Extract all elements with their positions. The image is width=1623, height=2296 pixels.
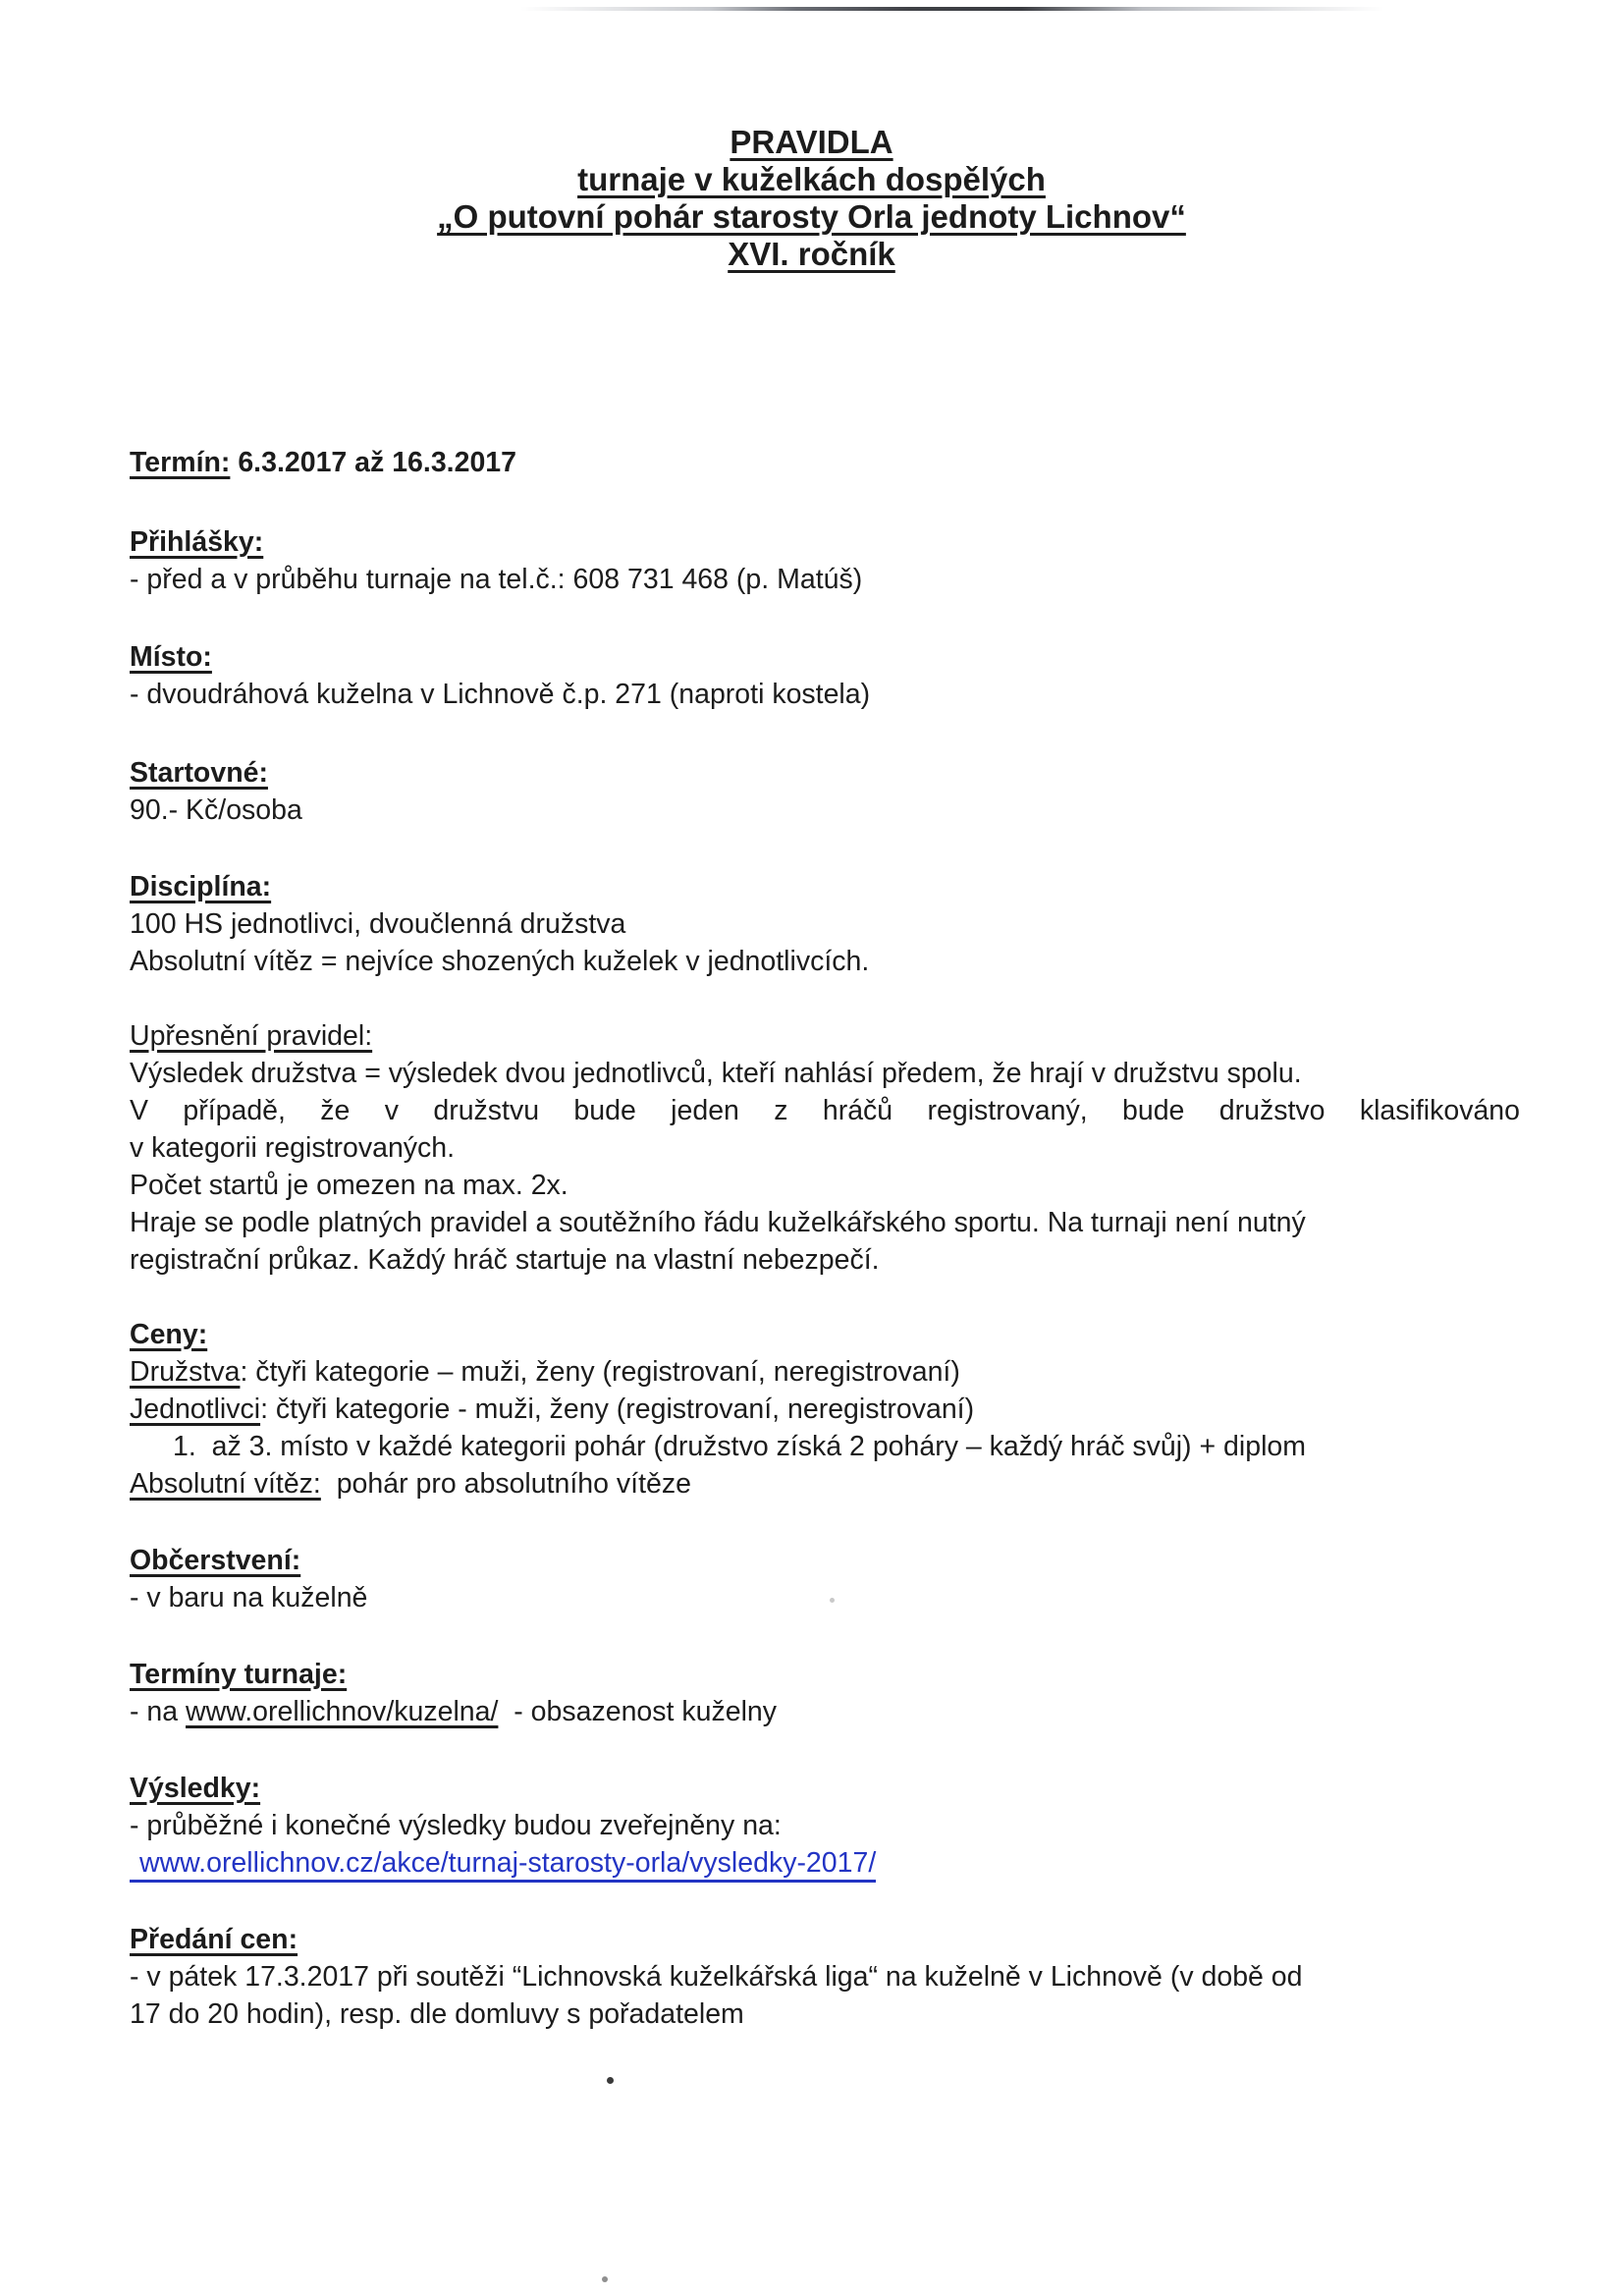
upresneni-heading: Upřesnění pravidel: (130, 1020, 373, 1052)
misto-line: - dvoudráhová kuželna v Lichnově č.p. 271 (naproti kostela) (130, 679, 871, 710)
ceny-absolutni-label: Absolutní vítěz: (130, 1468, 321, 1500)
ceny-absolutni-text: pohár pro absolutního vítěze (320, 1468, 691, 1500)
scan-artifact-top-line (520, 7, 1384, 11)
obcerstveni-line: - v baru na kuželně (130, 1582, 368, 1613)
disciplina-line2: Absolutní vítěz = nejvíce shozených kuželek v jednotlivcích. (130, 946, 870, 977)
startovne-heading: Startovné: (130, 757, 268, 789)
section-prihlasky (130, 523, 1520, 598)
section-ceny (130, 1316, 1520, 1503)
ceny-druzstva-text: : čtyři kategorie – muži, ženy (registrovaní, neregistrovaní) (240, 1356, 960, 1388)
kuzelna-occupancy-link[interactable]: www.orellichnov/kuzelna/ (186, 1696, 499, 1727)
termin-label: Termín: (130, 447, 231, 478)
section-predani-cen (130, 1921, 1520, 2033)
upresneni-para4-line2: registrační průkaz. Každý hráč startuje na vlastní nebezpečí. (130, 1244, 880, 1276)
results-url-link[interactable]: www.orellichnov.cz/akce/turnaj-starosty-orla/vysledky-2017/ (130, 1846, 876, 1883)
startovne-line: 90.- Kč/osoba (130, 794, 302, 826)
section-terminy-turnaje (130, 1656, 1520, 1730)
ceny-jednotlivci-label: Jednotlivci (130, 1394, 261, 1425)
document-title (0, 124, 1623, 273)
section-disciplina (130, 868, 1520, 980)
upresneni-para2-line2: v kategorii registrovaných. (130, 1132, 456, 1164)
disciplina-line1: 100 HS jednotlivci, dvoučlenná družstva (130, 908, 626, 940)
ceny-jednotlivci-text: : čtyři kategorie - muži, ženy (registrovaní, neregistrovaní) (260, 1394, 975, 1425)
terminy-suffix: - obsazenost kuželny (498, 1696, 778, 1727)
title-line-pohar: „O putovní pohár starosty Orla jednoty Lichnov“ (437, 198, 1186, 235)
obcerstveni-heading: Občerstvení: (130, 1545, 301, 1576)
title-line-turnaje: turnaje v kuželkách dospělých (577, 161, 1046, 197)
terminy-heading: Termíny turnaje: (130, 1659, 348, 1690)
upresneni-para3: Počet startů je omezen na max. 2x. (130, 1170, 568, 1201)
section-vysledky (130, 1770, 1520, 1883)
ceny-poradi-line: 1. až 3. místo v každé kategorii pohár (družstvo získá 2 poháry – každý hráč svůj) + diplom (173, 1431, 1306, 1462)
section-obcerstveni (130, 1542, 1520, 1616)
predani-heading: Předání cen: (130, 1924, 298, 1955)
section-misto (130, 638, 1520, 713)
title-line-pravidla: PRAVIDLA (730, 124, 893, 160)
termin-value: 6.3.2017 až 16.3.2017 (238, 447, 516, 478)
vysledky-line: - průběžné i konečné výsledky budou zveřejněny na: (130, 1810, 782, 1841)
prihlasky-line: - před a v průběhu turnaje na tel.č.: 608 731 468 (p. Matúš) (130, 564, 863, 595)
ceny-druzstva-label: Družstva (130, 1356, 241, 1388)
ceny-heading: Ceny: (130, 1319, 208, 1350)
title-line-rocnik: XVI. ročník (728, 236, 895, 272)
disciplina-heading: Disciplína: (130, 871, 272, 902)
upresneni-para4-line1: Hraje se podle platných pravidel a soutěžního řádu kuželkářského sportu. Na turnaji není nutný (130, 1207, 1306, 1238)
scan-artifact-speck (602, 2276, 608, 2282)
section-upresneni-pravidel (130, 1017, 1520, 1279)
terminy-prefix: - na (130, 1696, 187, 1727)
upresneni-para2-line1: V případě, že v družstvu bude jeden z hráčů registrovaný, bude družstvo klasifikováno (130, 1095, 1520, 1126)
upresneni-para1: Výsledek družstva = výsledek dvou jednotlivců, kteří nahlásí předem, že hrají v družstvu spolu. (130, 1058, 1302, 1089)
misto-heading: Místo: (130, 641, 212, 673)
section-startovne (130, 754, 1520, 829)
section-termin (130, 444, 1520, 481)
predani-line2: 17 do 20 hodin), resp. dle domluvy s pořadatelem (130, 1998, 744, 2030)
predani-line1: - v pátek 17.3.2017 při soutěži “Lichnovská kuželkářská liga“ na kuželně v Lichnově (v době od (130, 1961, 1303, 1993)
prihlasky-heading: Přihlášky: (130, 526, 264, 558)
scan-artifact-speck (607, 2077, 614, 2084)
vysledky-heading: Výsledky: (130, 1773, 261, 1804)
